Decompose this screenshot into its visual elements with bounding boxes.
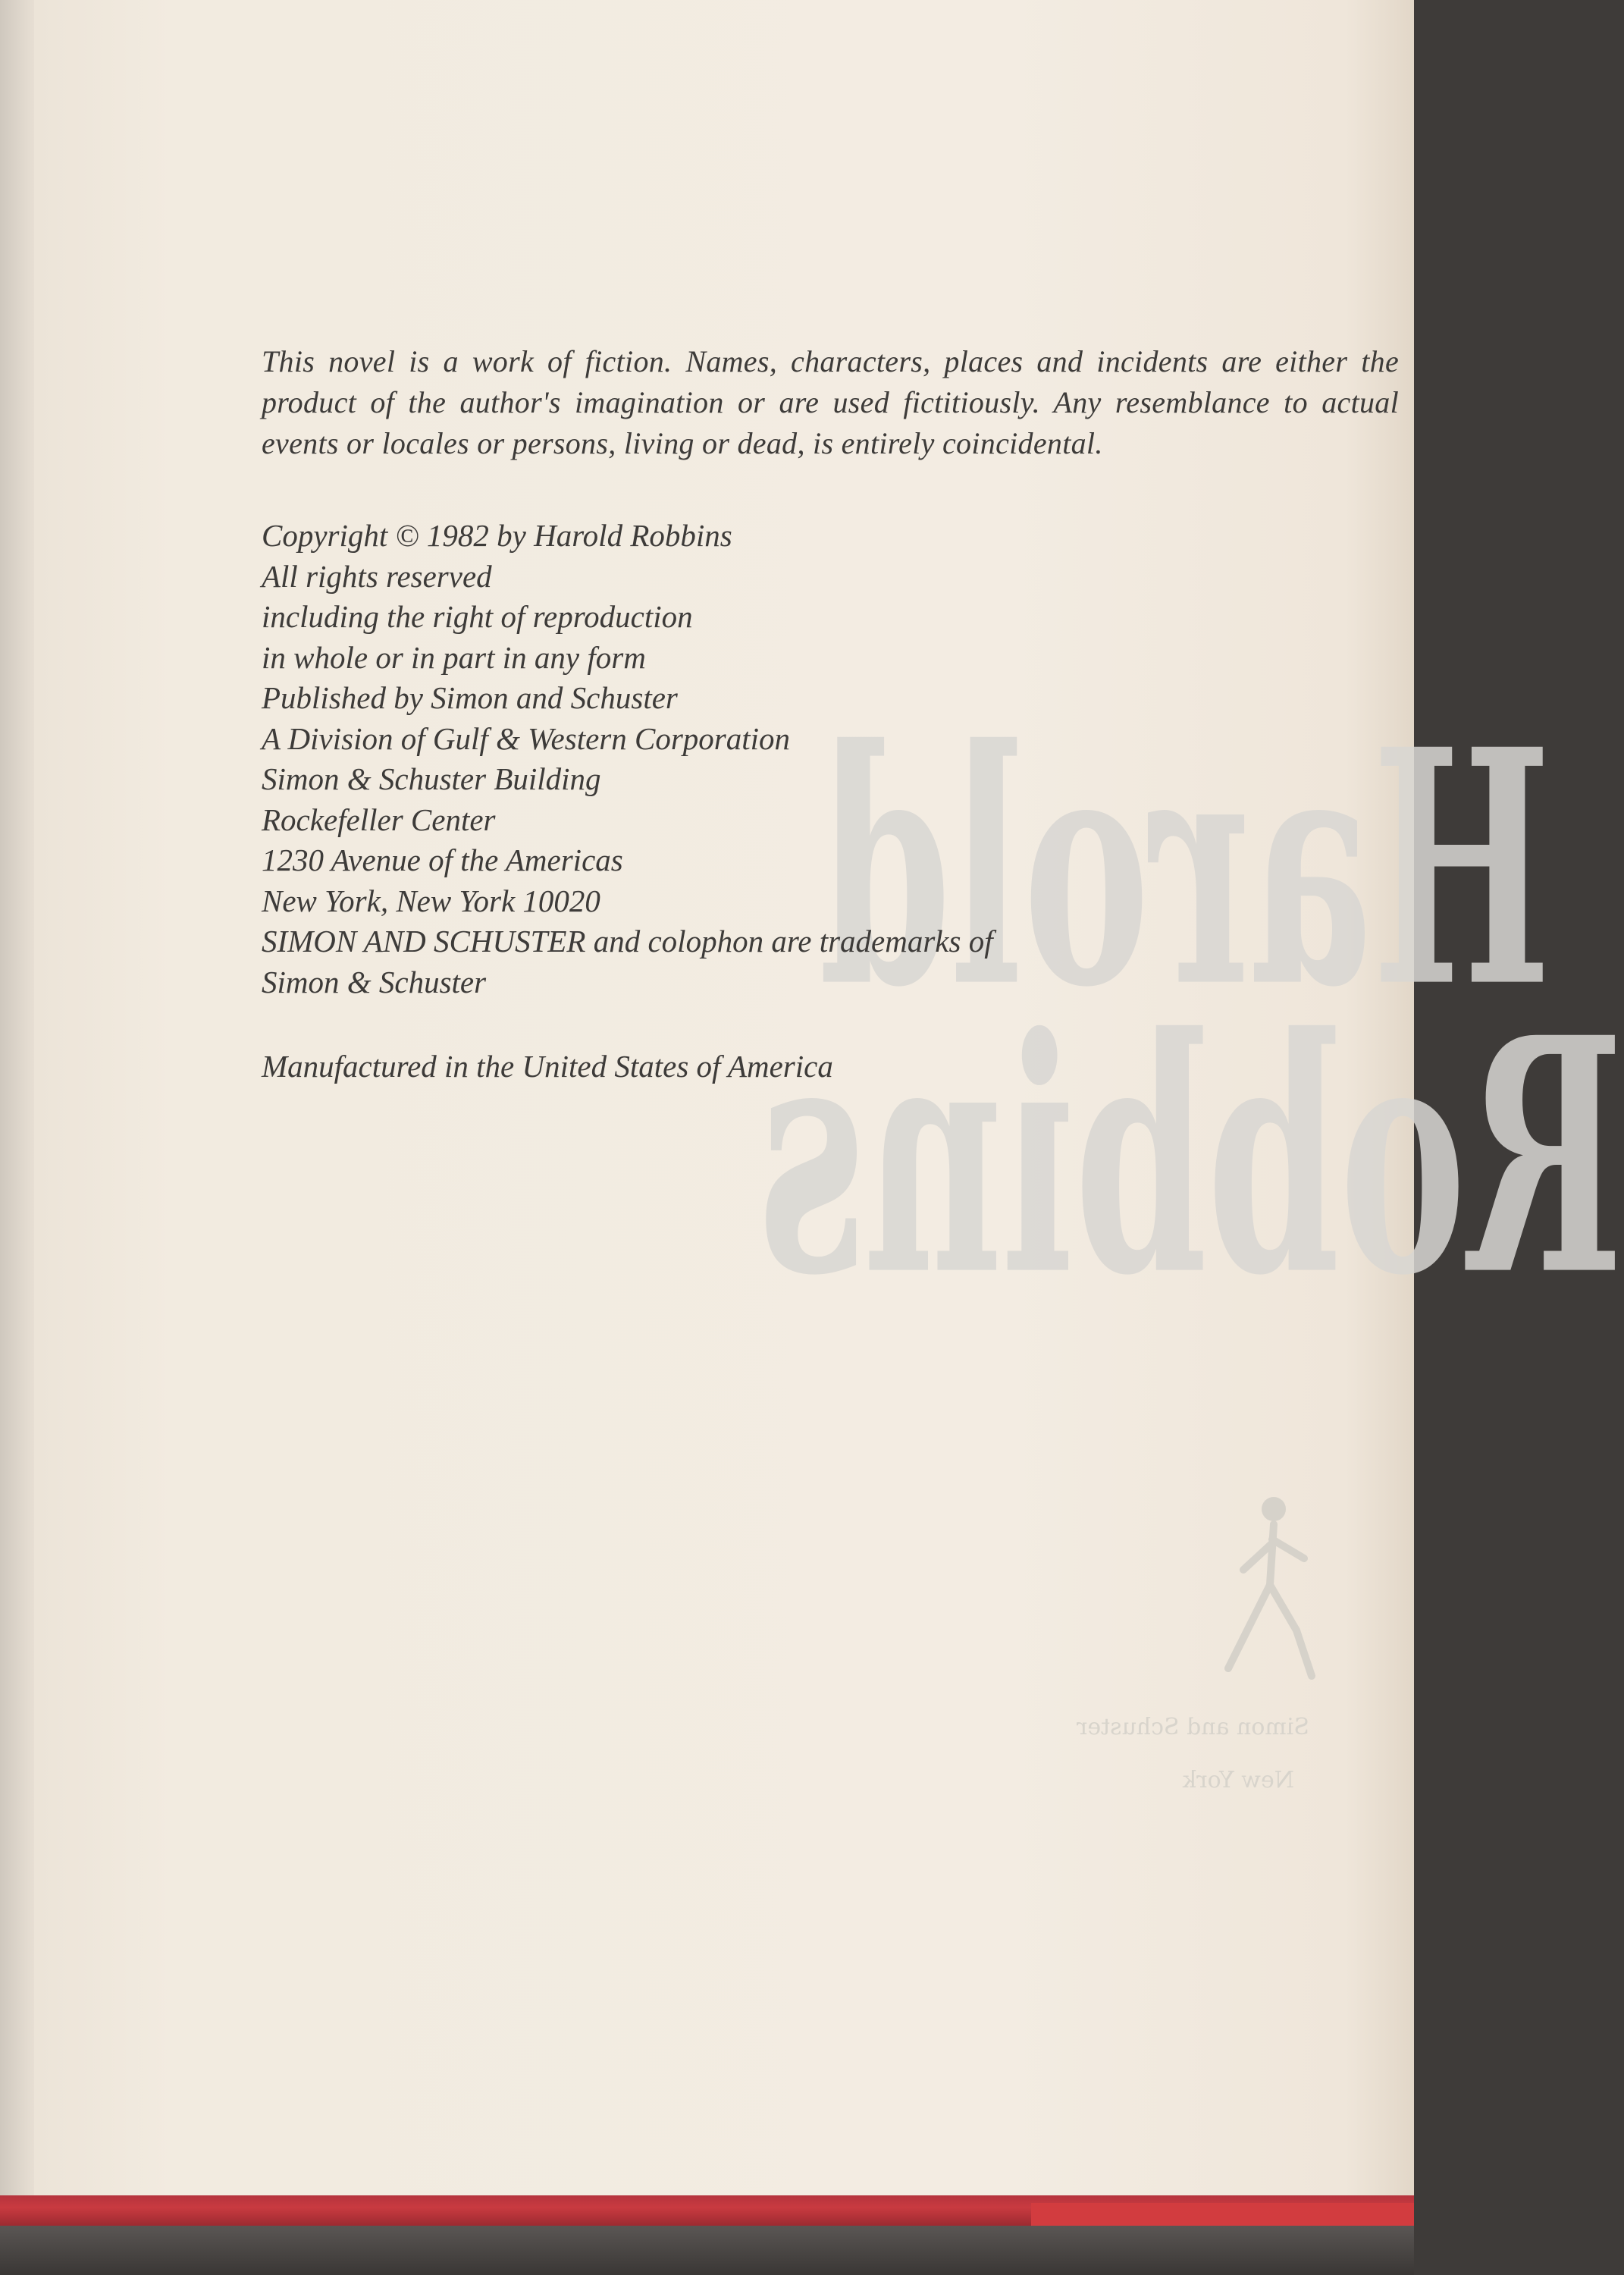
show-through-city: New York (1183, 1767, 1294, 1793)
rights-line: All rights reserved (262, 558, 492, 594)
colophon-sower-icon (1213, 1486, 1334, 1684)
background-surface (0, 2226, 1414, 2275)
fiction-disclaimer: This novel is a work of fiction. Names, characters, places and incidents are either the product of the author's imagination or are used fictitiously. Any resemblance to actual events or locales or persons, living or dead, is entirely coincidental. (262, 344, 1399, 460)
form-line: in whole or in part in any form (262, 639, 646, 675)
street-line: 1230 Avenue of the Americas (262, 843, 623, 877)
reproduction-line: including the right of reproduction (262, 599, 693, 634)
building-line: Simon & Schuster Building (262, 761, 601, 796)
copyright-text (262, 341, 1399, 1087)
show-through-robbins: Robbins (758, 967, 1624, 1346)
show-through-harold: Harold (819, 679, 1552, 1058)
show-through-publisher: Simon and Schuster (1077, 1714, 1310, 1740)
trademark-line: SIMON AND SCHUSTER and colophon are trademarks of (262, 924, 993, 959)
city-line: New York, New York 10020 (262, 883, 600, 918)
center-line: Rockefeller Center (262, 802, 496, 837)
division-line: A Division of Gulf & Western Corporation (262, 720, 791, 756)
manufactured-line: Manufactured in the United States of America (262, 1049, 833, 1084)
copyright-line: Copyright © 1982 by Harold Robbins (262, 518, 732, 553)
trademark-owner-line: Simon & Schuster (262, 964, 487, 999)
publisher-line: Published by Simon and Schuster (262, 680, 678, 715)
copyright-notice (262, 516, 1399, 1003)
